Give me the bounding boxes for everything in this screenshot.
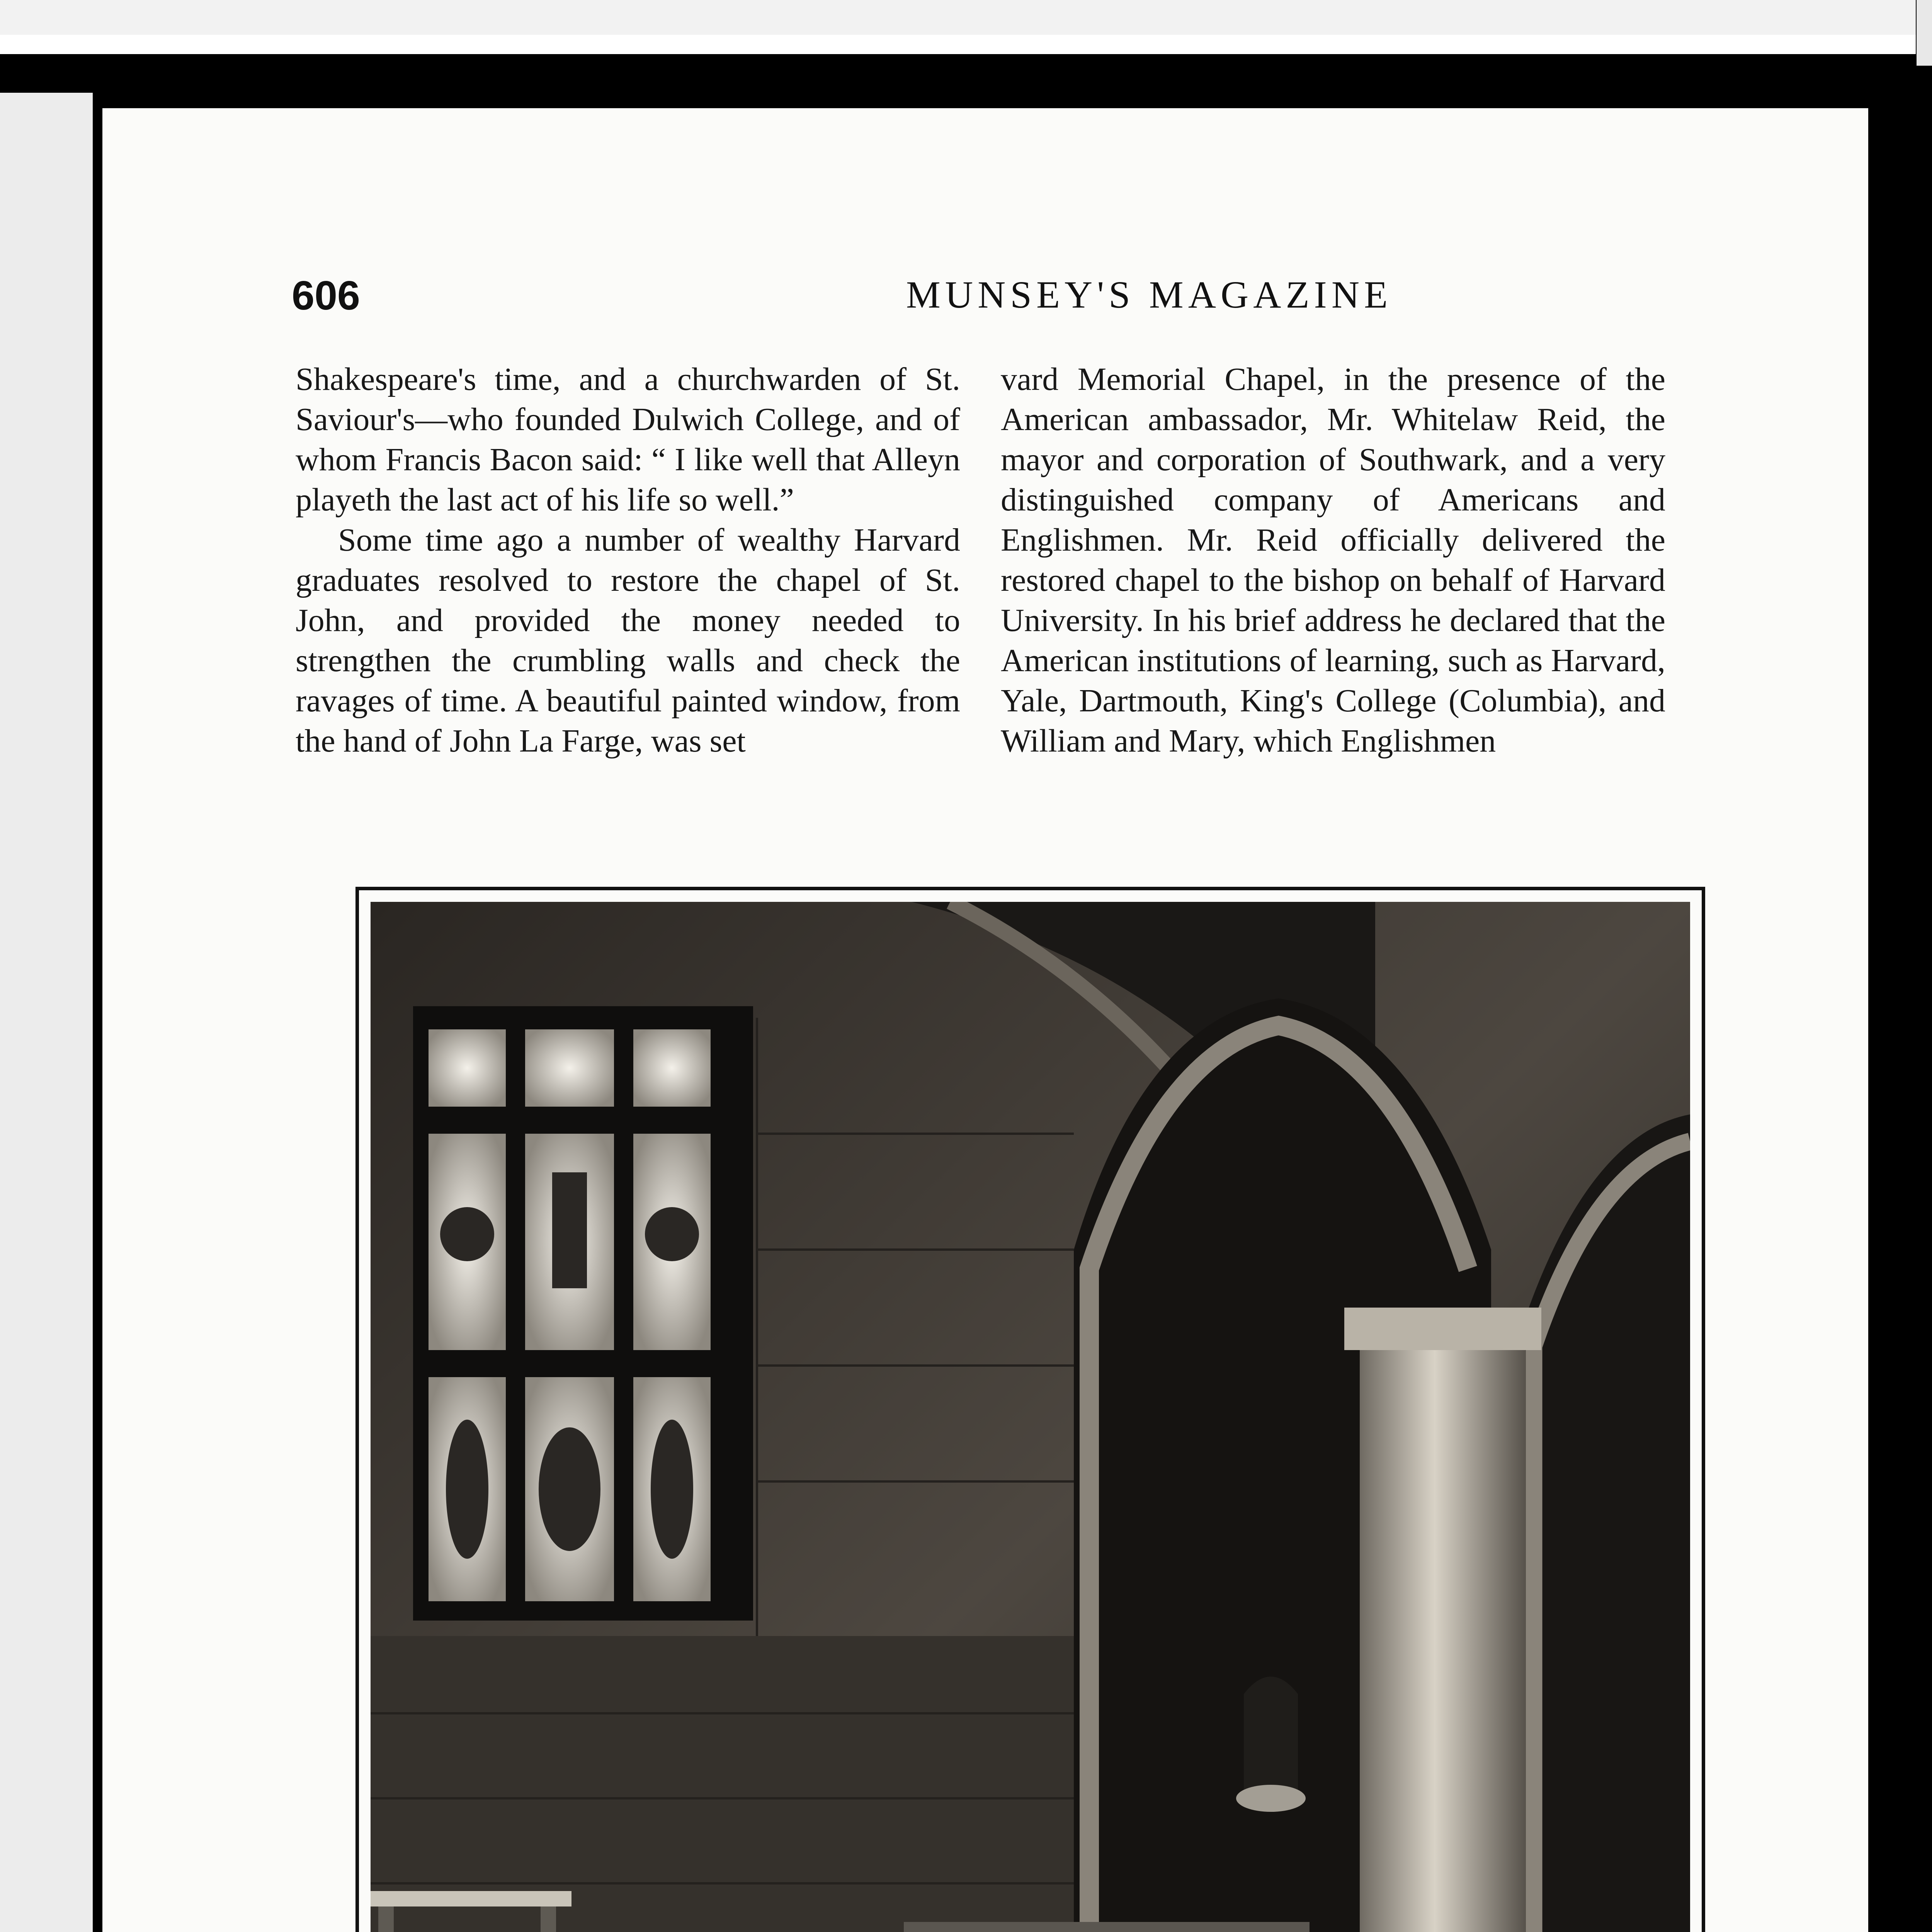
scan-right-edge (1917, 0, 1932, 66)
paragraph: vard Memorial Chapel, in the presence of the American ambassador, Mr. Whitelaw Reid, the mayor and corporation of Southwark, and a very distinguished company of Americans and Englishmen. Mr. Reid officially delivered the restored chapel to the bishop on behalf of Harvard University. In his brief address he declared that the American institutions of learning, such as Harvard, Yale, Dartmouth, King's College (Columbia), and William and Mary, which Englishmen (1001, 361, 1665, 759)
page-header (292, 272, 1783, 334)
page-number: 606 (292, 273, 360, 318)
text-column-top-right (1001, 359, 1665, 761)
scan-right-strip (1916, 0, 1932, 1932)
text-column-top-left (296, 359, 960, 761)
paragraph: Shakespeare's time, and a churchwarden of St. Saviour's—who founded Dulwich College, and of whom Francis Bacon said: “ I like well that Alleyn playeth the last act of his life so well.” (296, 361, 960, 518)
paragraph: Some time ago a number of wealthy Harvard graduates resolved to restore the chapel of St. John, and provided the money needed to strengthen the crumbling walls and check the ravages of time. A beautiful painted window, from the hand of John La Farge, was set (296, 522, 960, 759)
chapel-photograph (371, 902, 1690, 1932)
figure-frame (355, 887, 1705, 1932)
scan-top-band (0, 0, 1932, 54)
magazine-page (102, 108, 1868, 1932)
running-head: MUNSEY'S MAGAZINE (906, 273, 1393, 316)
scan-left-strip (0, 93, 93, 1932)
